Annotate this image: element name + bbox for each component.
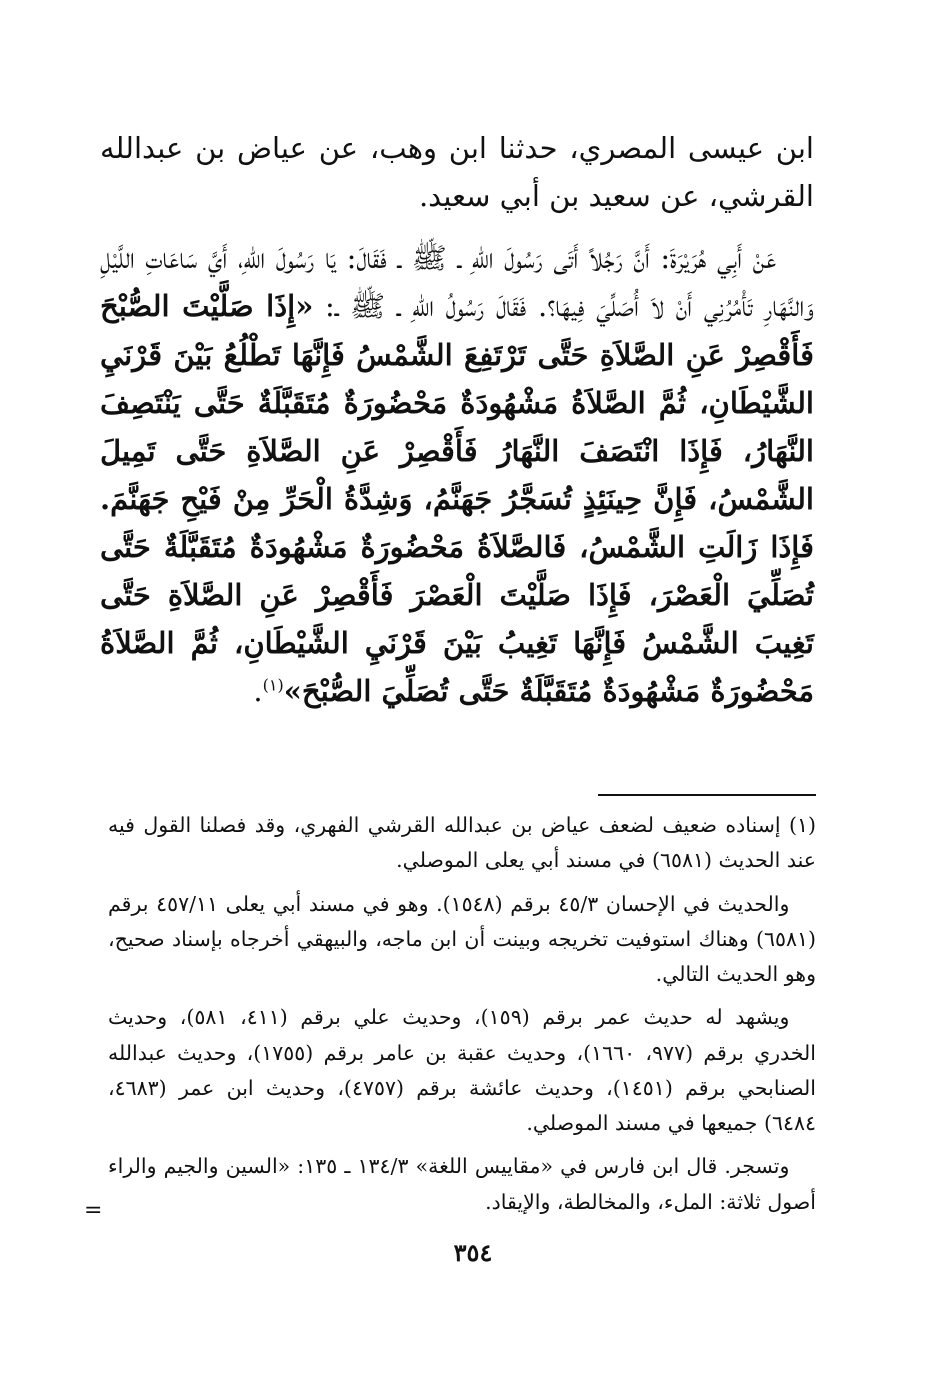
hadith-paragraph [100, 234, 814, 715]
footnote-reference: (١) [262, 675, 284, 695]
end-punctuation: . [253, 674, 263, 709]
footnote-separator [598, 794, 816, 796]
page-number: ٣٥٤ [453, 1238, 493, 1267]
continuation-mark: = [84, 1198, 103, 1223]
footnote-takhrij: والحديث في الإحسان ٤٥/٣ برقم (١٥٤٨). وهو في مسند أبي يعلى ٤٥٧/١١ برقم (٦٥٨١) وهناك استوفيت تخريجه وبينت أن ابن ماجه، والبيهقي أخرجاه بإسناد صحيح، وهو الحديث التالي. [108, 891, 816, 986]
hadith-intro: عَنْ أَبِي هُرَيْرَةَ: أَنَّ رَجُلاً أَتَى رَسُولَ اللهِ ـ ﷺ ـ فَقَالَ: يَا رَسُولَ اللهِ، أَيَّ سَاعَاتِ اللَّيْلِ وَالنَّهَارِ تَأْمُرُنِي أَنْ لاَ أُصَلِّيَ فِيهَا؟. فَقَالَ رَسُولُ اللهِ ـ ﷺ ـ: [100, 241, 814, 324]
hadith-quote: «إِذَا صَلَّيْتَ الصُّبْحَ فَأَقْصِرْ عَنِ الصَّلاَةِ حَتَّى تَرْتَفِعَ الشَّمْسُ فَإِنَّهَا تَطْلُعُ بَيْنَ قَرْنَيِ الشَّيْطَانِ، ثُمَّ الصَّلاَةُ مَشْهُودَةٌ مَحْضُورَةٌ مُتَقَبَّلَةٌ حَتَّى يَنْتَصِفَ النَّهَارُ، فَإِذَا انْتَصَفَ النَّهَارُ فَأَقْصِرْ عَنِ الصَّلاَةِ حَتَّى تَمِيلَ الشَّمْسُ، فَإِنَّ حِينَئِذٍ تُسَجَّرُ جَهَنَّمُ، وَشِدَّةُ الْحَرِّ مِنْ فَيْحِ جَهَنَّمَ. فَإِذَا زَالَتِ الشَّمْسُ، فَالصَّلاَةُ مَحْضُورَةٌ مَشْهُودَةٌ مُتَقَبَّلَةٌ حَتَّى تُصَلِّيَ الْعَصْرَ، فَإِذَا صَلَّيْتَ الْعَصْرَ فَأَقْصِرْ عَنِ الصَّلاَةِ حَتَّى تَغِيبَ الشَّمْسُ فَإِنَّهَا تَغِيبُ بَيْنَ قَرْنَيِ الشَّيْطَانِ، ثُمَّ الصَّلاَةُ مَحْضُورَةٌ مَشْهُودَةٌ مُتَقَبَّلَةٌ حَتَّى تُصَلِّيَ الصُّبْحَ» [100, 289, 814, 709]
footnotes [108, 808, 816, 1228]
main-text [100, 124, 814, 716]
footnote-shawahid: ويشهد له حديث عمر برقم (١٥٩)، وحديث علي برقم (٤١١، ٥٨١)، وحديث الخدري برقم (٩٧٧، ١٦٦٠)، وحديث عقبة بن عامر برقم (١٧٥٥)، وحديث عبدالله الصنابحي برقم (١٤٥١)، وحديث عائشة برقم (٤٧٥٧)، وحديث ابن عمر (٤٦٨٣، ٦٤٨٤) جميعها في مسند الموصلي. [108, 1005, 816, 1135]
footnote-lexical: وتسجر. قال ابن فارس في «مقاييس اللغة» ١٣٤/٣ ـ ١٣٥: «السين والجيم والراء أصول ثلاثة: الملء، والمخالطة، والإيقاد. [108, 1154, 816, 1214]
footnote-1: (١) إسناده ضعيف لضعف عياض بن عبدالله القرشي الفهري، وقد فصلنا القول فيه عند الحديث (٦٥٨١) في مسند أبي يعلى الموصلي. [108, 813, 816, 873]
isnad-paragraph: ابن عيسى المصري، حدثنا ابن وهب، عن عياض بن عبدالله القرشي، عن سعيد بن أبي سعيد. [100, 131, 814, 214]
